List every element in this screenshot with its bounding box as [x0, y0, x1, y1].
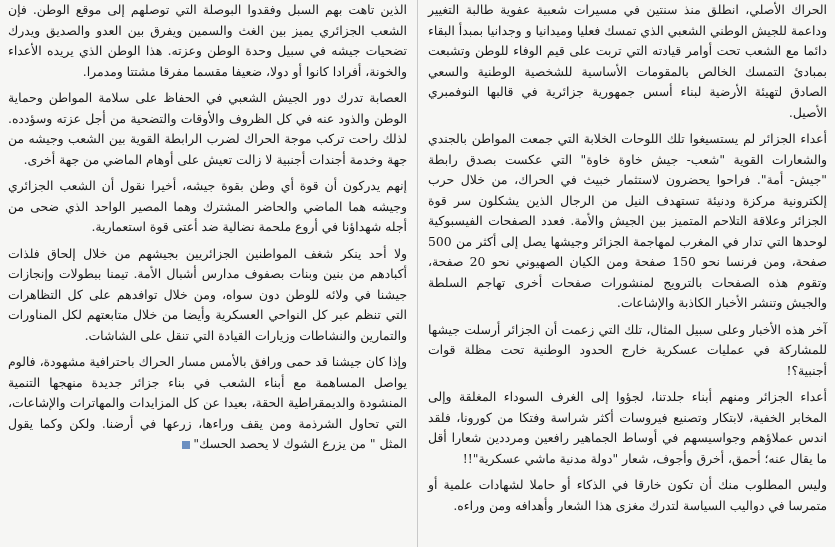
right-column	[424, 0, 829, 547]
paragraph: أعداء الجزائر لم يستسيغوا تلك اللوحات الخلابة التي جمعت المواطن بالجندي والشعارات القوية "شعب- جيش خاوة خاوة" التي عكست بصدق رابطة "جيش- أمة". فراحوا يحضرون لاستثمار خبيث في الحراك، من خلال حرب إلكترونية مركزة ودنيئة تستهدف النيل من الرجال الذين يشكلون سر قوة الجزائر وعلاقة التلاحم المتميز بين الجيش والأمة. فعدد الصفحات الفيسبوكية لوحدها التي تدار في المغرب لمهاجمة الجزائر وجيشها يصل إلى أكثر من 500 صفحة، ومن فرنسا نحو 150 صفحة ومن الكيان الصهيوني نحو 20 صفحة، وتقوم هذه الصفحات بالترويج لمنشورات صفحات أخرى تهاجم السلطة والجيش وتنشر الأخبار الكاذبة والإشاعات.	[428, 131, 828, 310]
end-of-article-icon	[182, 441, 190, 449]
paragraph: الحراك الأصلي، انطلق منذ سنتين في مسيرات شعبية عفوية طالبة التغيير وداعمة للجيش الوطني الشعبي الذي تمسك فعليا وميدانيا و وجدانيا بمبدأ البقاء دائما مع الشعب تحت أوامر قيادته التي تربت على قيم الوفاء للوطن وتشبعت بمبادئ التمسك الخالص بالمقومات الأساسية للشخصية الوطنية والسعي الصادق لتهيئة الأرضية لبناء أسس جمهورية جزائرية في قالبها النوفمبري الأصيل.	[428, 2, 827, 120]
paragraph: آخر هذه الأخبار وعلى سبيل المثال، تلك التي زعمت أن الجزائر أرسلت جيشها للمشاركة في عمليات عسكرية خارج الحدود الوطنية تحت مظلة قوات أجنبية؟!	[428, 321, 827, 378]
paragraph: الذين تاهت بهم السبل وفقدوا البوصلة التي توصلهم إلى موقع الوطن. فإن الشعب الجزائري يميز بين الغث والسمين ويفرق بين العدو والصديق ويدرك تضحيات جيشه في سبيل وحدة الوطن وعزته. هذا الوطن الذي يريده الأعداء والخونة، أفرادا كانوا أو دولا، ضعيفا مقسما مفرقا مشتتا ومدمرا.	[8, 2, 407, 79]
paragraph-text: وإذا كان جيشنا قد حمى ورافق بالأمس مسار الحراك باحترافية مشهودة، فالوم يواصل المساهمة مع أبناء الشعب في بناء جزائر جديدة منهجها التنمية المنشودة والديمقراطية الحقة، بعيدا عن كل المزايدات والمهاترات والإشاعات، التي تحاول الشرذمة ومن يقف وراءها، زرعها في أرضنا. ولكن وكما يقول المثل " من يزرع الشوك لا يحصد الحسك"	[8, 354, 407, 451]
paragraph: وليس المطلوب منك أن تكون خارقا في الذكاء أو حاملا لشهادات علمية أو متمرسا في دواليب السياسة لتدرك مغزى هذا الشعار وأهدافه ومن وراءه.	[428, 477, 827, 513]
paragraph: إنهم يدركون أن قوة أي وطن بقوة جيشه، أخيرا نقول أن الشعب الجزائري وجيشه هما الماضي والحاضر المشترك وهما المصير الواحد الذي ضحى من أجله شهداؤنا في أروع ملحمة نضالية ضد أعتى قوة استعمارية.	[8, 178, 407, 234]
column-divider	[417, 0, 418, 547]
paragraph: أعداء الجزائر ومنهم أبناء جلدتنا، لجؤوا إلى الغرف السوداء المغلقة وإلى المخابر الخفية، لابتكار وتصنيع فيروسات أكثر شراسة وفتكا من كورونا، فلقد اندس عملاؤهم وجواسيسهم في أوساط الجماهير رافعين ومرددين شعارا أقل ما يقال عنه؛ أحمق، أخرق وأجوف، شعار "دولة مدنية ماشي عسكرية"!!	[428, 389, 827, 466]
paragraph: العصابة تدرك دور الجيش الشعبي في الحفاظ على سلامة المواطن وحماية الوطن والذود عنه في كل الظروف والأوقات والتضحية من أجل عزته وسؤدده. لذلك راحت تركب موجة الحراك لضرب الرابطة القوية بين الشعب وجيشه من جهة وخدمة أجندات أجنبية لا زالت تعيش على أوهام الماضي من جهة أخرى.	[8, 90, 407, 167]
paragraph-last	[8, 352, 407, 455]
paragraph: ولا أحد ينكر شغف المواطنين الجزائريين بجيشهم من خلال إلحاق فلذات أكبادهم من بنين وبنات بصفوف مدارس أشبال الأمة. تيمنا ببطولات وإنجازات جيشنا في ولائه للوطن دون سواه، ومن خلال توافدهم على كل التظاهرات التي تنظم عبر كل النواحي العسكرية وأيضا من خلال متابعتهم لكل المناورات والتمارين والنشاطات وزيارات القيادة التي تنقل على الشاشات.	[8, 245, 407, 343]
left-column	[6, 0, 411, 547]
